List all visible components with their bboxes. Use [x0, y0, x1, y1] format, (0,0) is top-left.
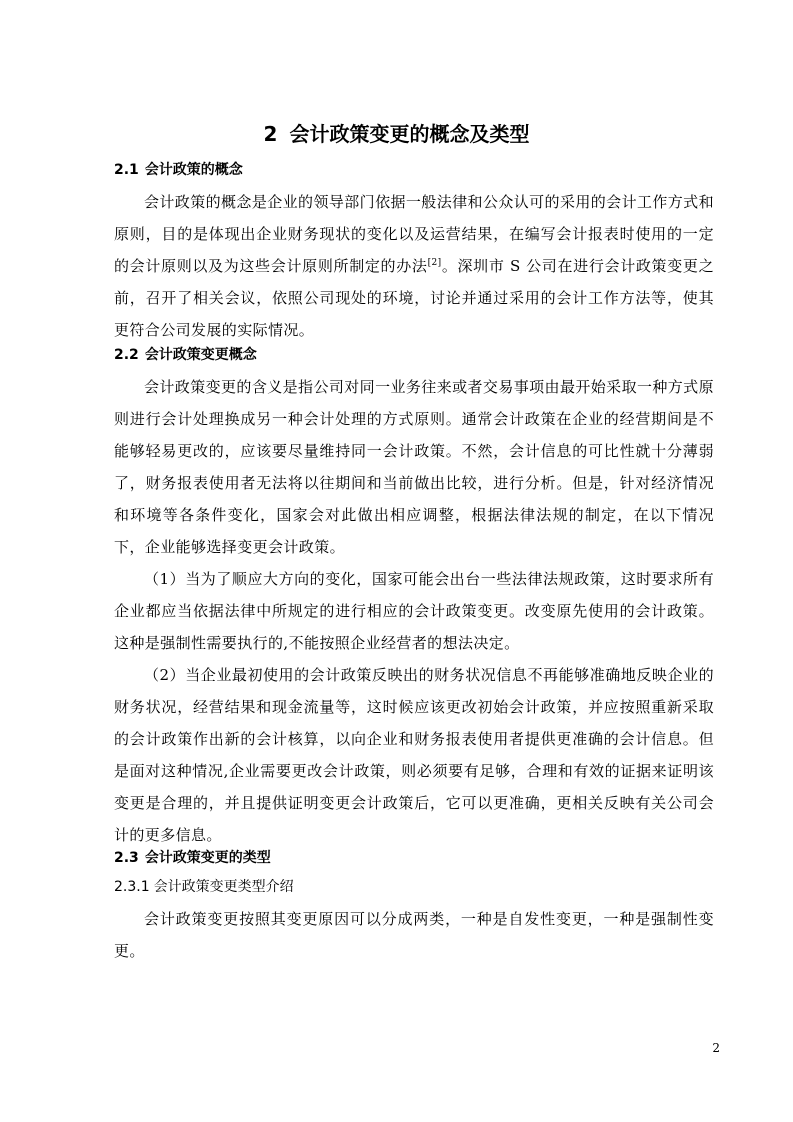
chapter-title-text: 会计政策变更的概念及类型 — [289, 122, 530, 146]
section-heading-2-2 — [114, 345, 257, 365]
section-title: 会计政策的概念 — [144, 162, 243, 178]
paragraph-text: 。深圳市 S 公司在进行会计政策变更之前，召开了相关会议，依照公司现处的环境，讨论并通过采用的会计工作方法等，使其更符合公司发展的实际情况。 — [114, 257, 714, 339]
page-number: 2 — [712, 1041, 720, 1055]
chapter-number: 2 — [263, 122, 278, 146]
section-heading-2-1 — [114, 160, 243, 180]
subsection-title: 会计政策变更类型介绍 — [153, 879, 294, 895]
section-heading-2-3 — [114, 848, 271, 868]
section-title: 会计政策变更的类型 — [144, 850, 271, 866]
paragraph-policy-change-concept: 会计政策变更的含义是指公司对同一业务往来或者交易事项由最开始采取一种方式原则进行会计处理换成另一种会计处理的方式原则。通常会计政策在企业的经营期间是不能够轻易更改的，应该要尽量维持同一会计政策。不然，会计信息的可比性就十分薄弱了，财务报表使用者无法将以往期间和当前做出比较，进行分析。但是，针对经济情况和环境等各条件变化，国家会对此做出相应调整，根据法律法规的制定，在以下情况下，企业能够选择变更会计政策。 — [114, 378, 714, 556]
section-number: 2.1 — [114, 162, 139, 178]
section-number: 2.3 — [114, 850, 139, 866]
citation-ref: [2] — [427, 258, 442, 268]
paragraph-policy-concept — [114, 186, 714, 346]
section-number: 2.2 — [114, 347, 139, 363]
chapter-title — [0, 120, 793, 148]
section-title: 会计政策变更概念 — [144, 347, 257, 363]
paragraph-change-types: 会计政策变更按照其变更原因可以分成两类，一种是自发性变更，一种是强制性变更。 — [114, 910, 714, 960]
paragraph-case-1: （1）当为了顺应大方向的变化，国家可能会出台一些法律法规政策，这时要求所有企业都应当依据法律中所规定的进行相应的会计政策变更。改变原先使用的会计政策。这种是强制性需要执行的,不能按照企业经营者的想法决定。 — [114, 570, 714, 652]
paragraph-case-2: （2）当企业最初使用的会计政策反映出的财务状况信息不再能够准确地反映企业的财务状况，经营结果和现金流量等，这时候应该更改初始会计政策，并应按照重新采取的会计政策作出新的会计核算，以向企业和财务报表使用者提供更准确的会计信息。但是面对这种情况,企业需要更改会计政策，则必须要有足够，合理和有效的证据来证明该变更是合理的，并且提供证明变更会计政策后，它可以更准确，更相关反映有关公司会计的更多信息。 — [114, 666, 714, 844]
paragraph-text: 会计政策的概念是企业的领导部门依据一般法律和公众认可的采用的会计工作方式和原则，目的是体现出企业财务现状的变化以及运营结果，在编写会计报表时使用的一定的会计原则以及为这些会计原则所制定的办法 — [114, 193, 714, 275]
subsection-number: 2.3.1 — [114, 879, 150, 895]
subsection-heading-2-3-1 — [114, 877, 294, 897]
